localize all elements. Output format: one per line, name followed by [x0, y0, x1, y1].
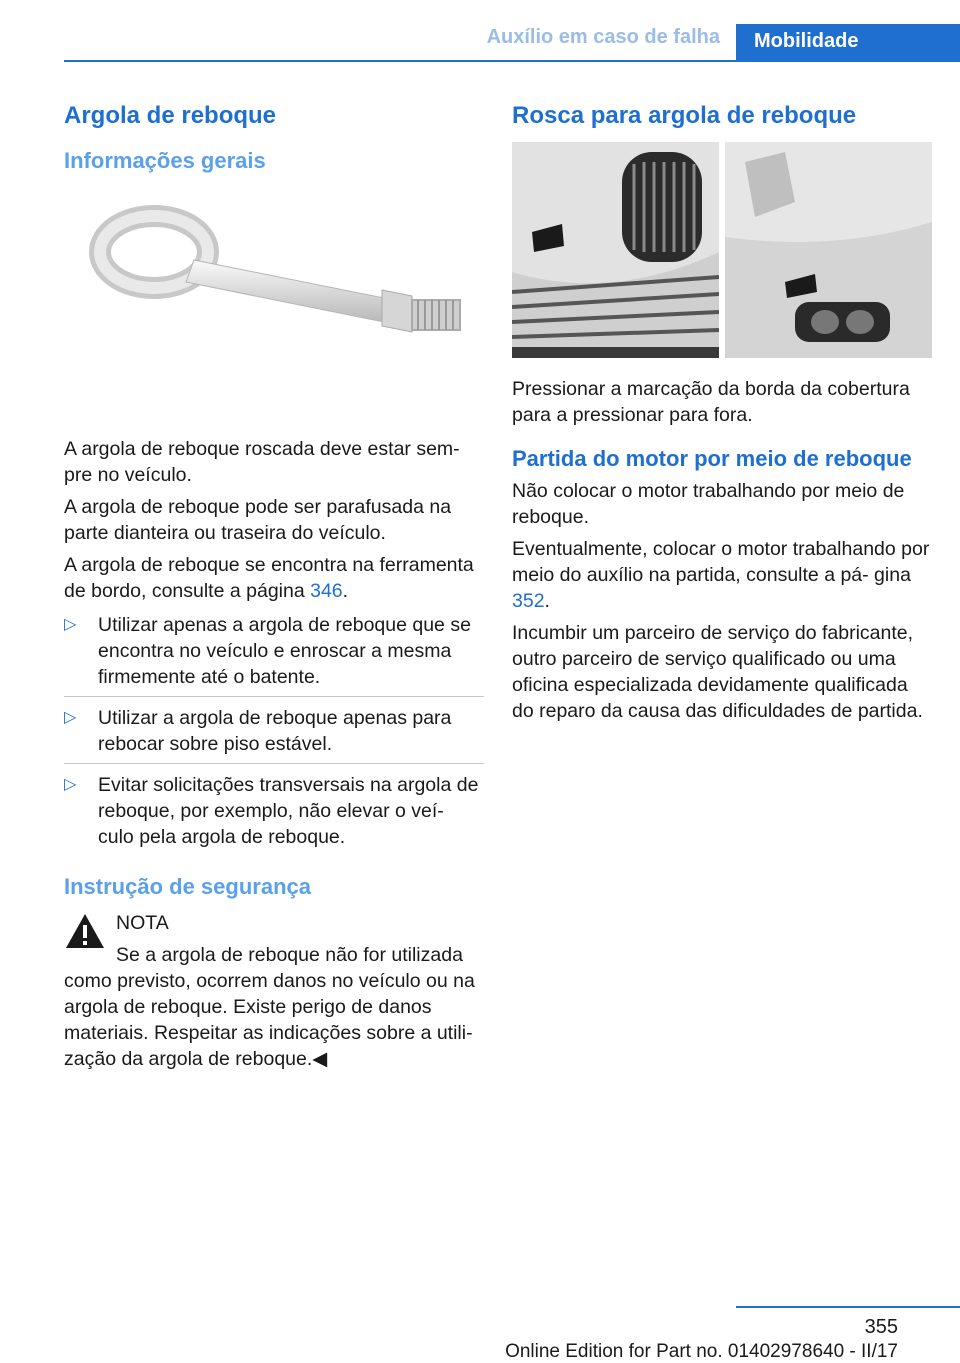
- left-column: [64, 100, 484, 1078]
- paragraph-press-cover: Pressionar a marcação da borda da cobertura para a pressionar para fora.: [512, 378, 910, 426]
- section-title-tow-ring: Argola de reboque: [64, 102, 277, 129]
- note-text: Se a argola de reboque não for utilizada como previsto, ocorrem danos no veículo ou na argola de reboque. Existe perigo de danos materiais. Respeitar as indicações sobre a utili‐ zação da argola de reboque.◀: [64, 944, 475, 1070]
- header-rule: [64, 60, 960, 62]
- warning-icon: [64, 912, 106, 950]
- triangle-bullet-icon: ▷: [64, 616, 77, 633]
- paragraph-onboard-toolkit: A argola de reboque se encontra na ferramenta de bordo, consulte a página 346.: [64, 554, 474, 602]
- triangle-bullet-icon: ▷: [64, 709, 77, 726]
- list-item: ▷ Evitar solicitações transversais na argola de reboque, por exemplo, não elevar o veí‐ culo pela argola de reboque.: [64, 763, 484, 850]
- footer-rule: [736, 1306, 960, 1308]
- paragraph-always-in-vehicle: A argola de reboque roscada deve estar sem‐ pre no veículo.: [64, 438, 460, 486]
- safety-note: [64, 910, 484, 1072]
- rear-bumper-image: [725, 142, 932, 358]
- note-label: NOTA: [116, 912, 169, 934]
- page-link-346[interactable]: 346: [310, 580, 343, 602]
- page-number: 355: [864, 1316, 898, 1338]
- tow-ring-icon: [64, 182, 484, 422]
- section-title-tow-thread: Rosca para argola de reboque: [512, 102, 857, 129]
- paragraph-no-tow-start: Não colocar o motor trabalhando por meio de reboque.: [512, 480, 905, 528]
- triangle-bullet-icon: ▷: [64, 776, 77, 793]
- subsection-safety: Instrução de segurança: [64, 874, 311, 899]
- front-bumper-image: [512, 142, 719, 358]
- paragraph-front-or-rear: A argola de reboque pode ser parafusada na parte dianteira ou traseira do veículo.: [64, 496, 452, 544]
- page-link-352[interactable]: 352: [512, 590, 545, 612]
- tow-ring-illustration: [64, 182, 484, 422]
- header-chapter-tab[interactable]: Mobilidade: [736, 24, 960, 62]
- section-title-tow-start: Partida do motor por meio de reboque: [512, 446, 912, 471]
- edition-note: Online Edition for Part no. 01402978640 - II/17: [505, 1341, 898, 1362]
- instruction-list: [64, 612, 484, 850]
- paragraph-service-partner: Incumbir um parceiro de serviço do fabricante, outro parceiro de serviço qualificado ou uma oficina especializada devidamente qualificada do reparo da causa das dificuldades de partida.: [512, 622, 923, 722]
- list-item: ▷ Utilizar apenas a argola de reboque que se encontra no veículo e enroscar a mesma firmemente até o batente.: [64, 614, 471, 688]
- header-section-title: Auxílio em caso de falha: [486, 26, 720, 48]
- paragraph-jump-start: Eventualmente, colocar o motor trabalhando por meio do auxílio na partida, consulte a pá‐ gina 352.: [512, 538, 930, 612]
- subsection-general-info: Informações gerais: [64, 148, 266, 173]
- right-column: [512, 100, 932, 730]
- paragraph-text: A argola de reboque se encontra na ferramenta de bordo, consulte a página: [64, 554, 474, 602]
- list-item: ▷ Utilizar a argola de reboque apenas para rebocar sobre piso estável.: [64, 696, 484, 757]
- bumper-photos: [512, 142, 932, 358]
